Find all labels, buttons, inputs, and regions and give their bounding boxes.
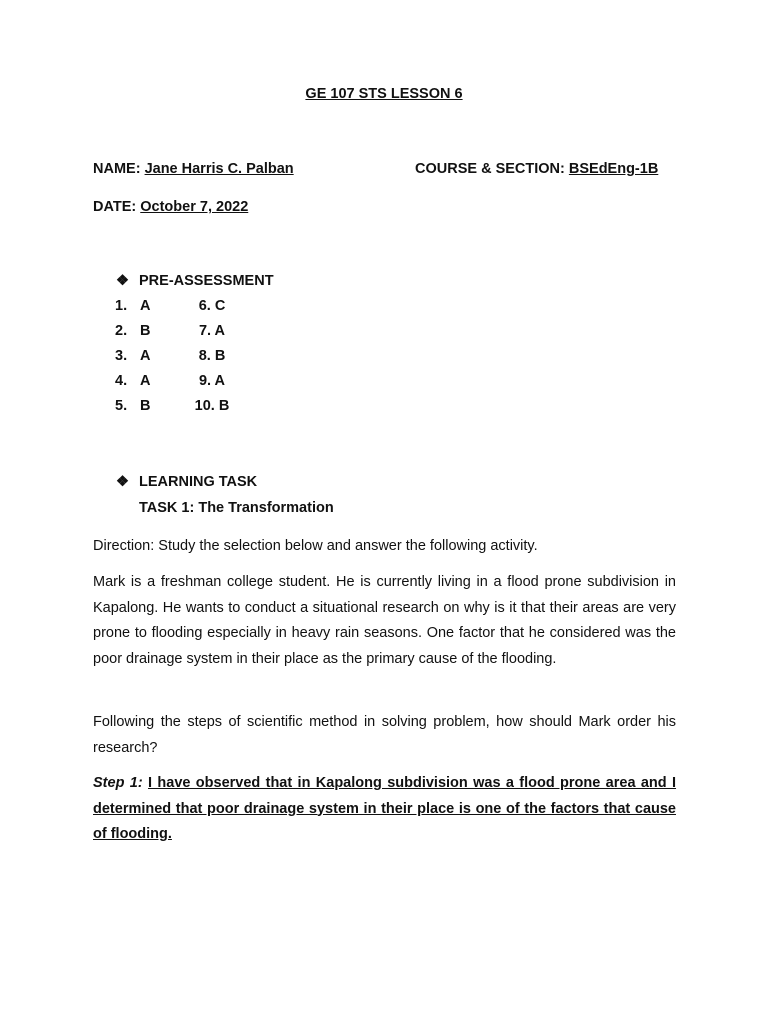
scenario-paragraph: Mark is a freshman college student. He is currently living in a flood prone subdivision in Kapalong. He wants to conduct a situational research on why is it that their areas are very prone to flooding especially in heavy rain seasons. One factor that he considered was the poor drainage system in their place as the primary cause of the flooding. [93,574,676,667]
name-line [93,161,294,177]
diamond-bullet-icon: ❖ [116,273,129,289]
date-label: DATE: [93,199,137,215]
answer-left: A [140,298,151,314]
name-label: NAME: [93,161,141,177]
step-1-text: I have observed that in Kapalong subdivision was a flood prone area and I determined that poor drainage system in their place is one of the factors that cause of flooding. [93,775,677,842]
answer-right: 9. A [198,373,226,389]
document-title: GE 107 STS LESSON 6 [305,86,463,102]
answer-number: 5. [115,398,128,414]
answer-number: 2. [115,323,128,339]
course-value: BSEdEng-1B [568,161,659,177]
course-label: COURSE & SECTION: [415,161,565,177]
name-value: Jane Harris C. Palban [144,161,294,177]
answer-left: A [140,373,151,389]
answer-left: B [140,398,151,414]
answer-number: 1. [115,298,128,314]
course-section-line [415,161,658,177]
date-line [93,199,248,215]
answer-left: A [140,348,151,364]
answer-right: 7. A [198,323,226,339]
learning-task-heading: LEARNING TASK [139,474,258,490]
answer-right: 6. C [198,298,226,314]
task-title: TASK 1: The Transformation [139,500,334,516]
diamond-bullet-icon: ❖ [116,474,129,490]
date-value: October 7, 2022 [140,199,249,215]
step-1-answer [93,771,676,848]
answer-number: 3. [115,348,128,364]
pre-assessment-heading: PRE-ASSESSMENT [139,273,274,289]
answer-number: 4. [115,373,128,389]
answer-right: 8. B [198,348,226,364]
direction-text: Direction: Study the selection below and answer the following activity. [93,538,538,554]
step-1-label: Step 1: [93,775,143,791]
answer-right: 10. B [194,398,230,414]
answer-left: B [140,323,151,339]
question-paragraph: Following the steps of scientific method in solving problem, how should Mark order his research? [93,714,676,756]
